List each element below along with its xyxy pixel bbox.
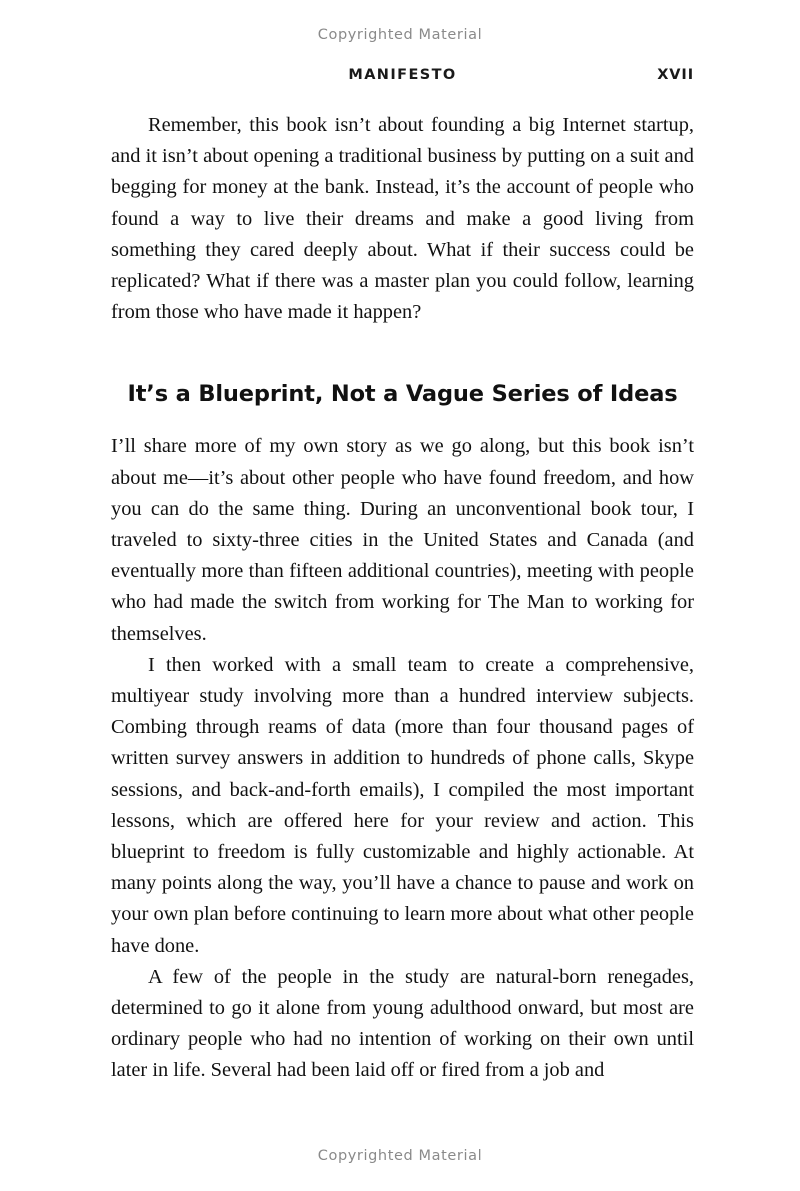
running-head (111, 67, 694, 89)
copyright-watermark-bottom: Copyrighted Material (317, 1148, 483, 1164)
section-heading: It’s a Blueprint, Not a Vague Series of Ideas (127, 381, 678, 408)
body-paragraph: I’ll share more of my own story as we go along, but this book isn’t about me—it’s about other people who have found freedom, and how you can do the same thing. During an unconventional book tour, I traveled to sixty-three cities in the United States and Canada (and eventually more than fifteen additional countries), meeting with people who had made the switch from working for The Man to working for themselves. (111, 435, 694, 645)
section-heading-block (111, 328, 694, 431)
page-number: XVII (657, 67, 694, 83)
running-head-title: MANIFESTO (348, 67, 457, 83)
body-paragraph: A few of the people in the study are natural-born renegades, determined to go it alone from young adulthood onward, but most are ordinary people who had no intention of working on their own until later in life. Several had been laid off or fired from a job and (111, 965, 694, 1082)
page-content (111, 110, 694, 1087)
body-paragraph: I then worked with a small team to create a comprehensive, multiyear study involving more than a hundred interview subjects. Combing through reams of data (more than four thousand pages of written survey answers in addition to hundreds of phone calls, Skype sessions, and back-and-forth emails), I compiled the most important lessons, which are offered here for your review and action. This blueprint to freedom is fully customizable and highly actionable. At many points along the way, you’ll have a chance to pause and work on your own plan before continuing to learn more about what other people have done. (111, 653, 694, 957)
body-paragraph: Remember, this book isn’t about founding a big Internet startup, and it isn’t about opening a traditional business by putting on a suit and begging for money at the bank. Instead, it’s the account of people who found a way to live their dreams and make a good living from something they cared deeply about. What if their success could be replicated? What if there was a master plan you could follow, learning from those who have made it happen? (111, 114, 694, 324)
copyright-watermark-top: Copyrighted Material (317, 27, 483, 43)
